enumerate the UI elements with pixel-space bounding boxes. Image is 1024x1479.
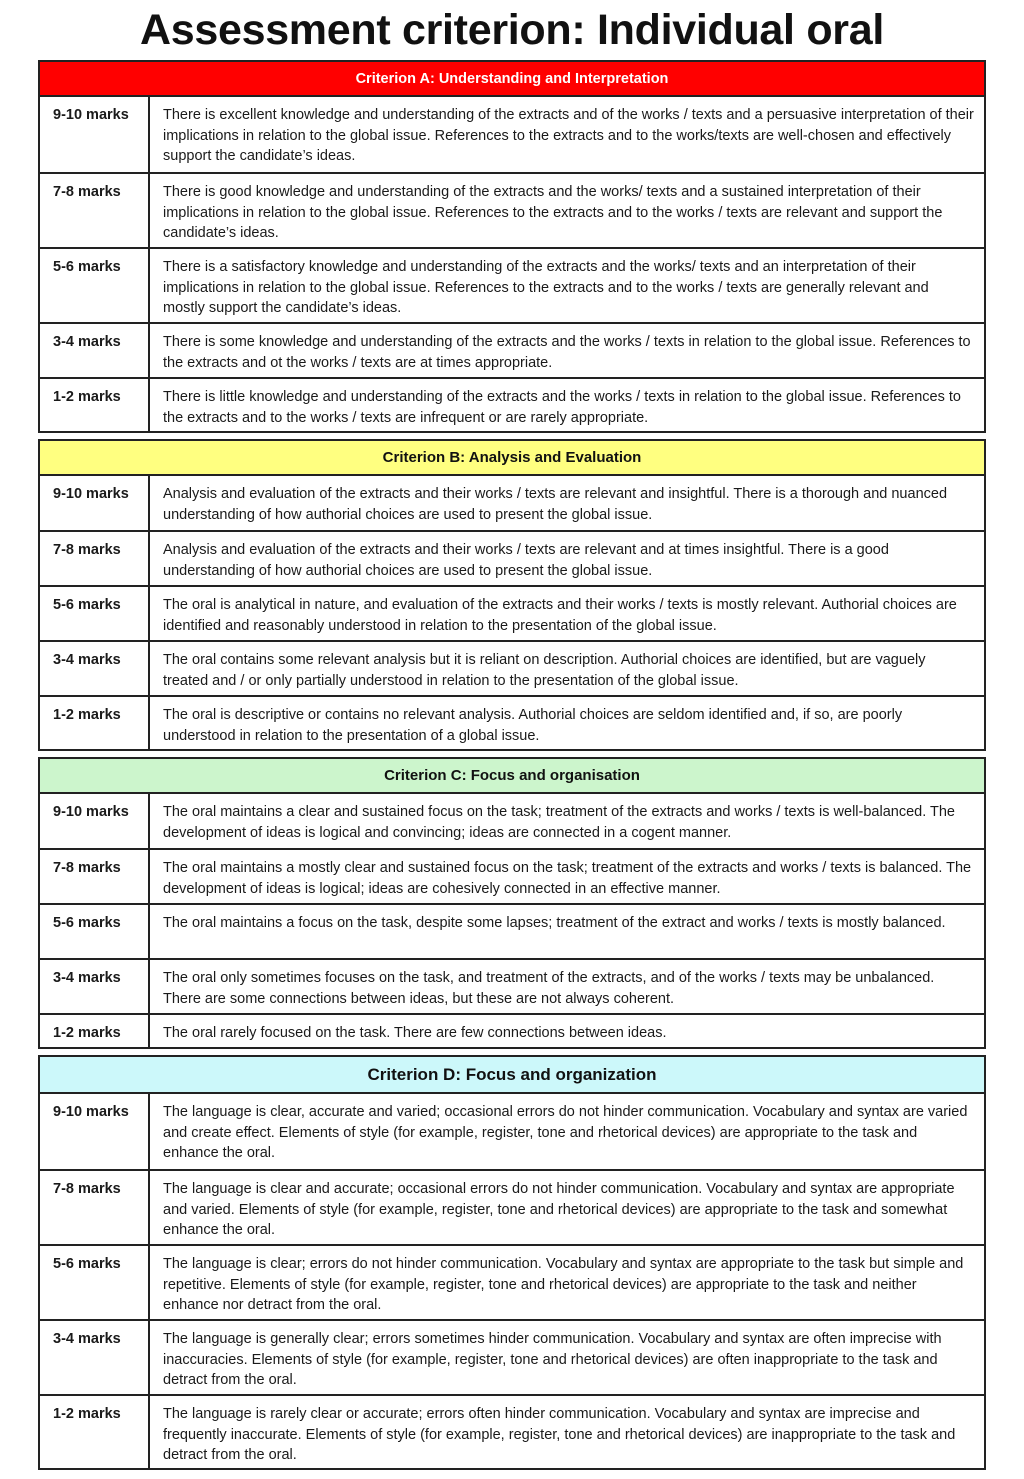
table-row [40, 848, 984, 903]
table-row [40, 695, 984, 749]
mark-band: 5-6 marks [40, 587, 150, 640]
mark-band: 7-8 marks [40, 174, 150, 247]
criterion-c-heading: Criterion C: Focus and organisation [40, 759, 984, 794]
criterion-d-table [38, 1055, 986, 1470]
table-row [40, 903, 984, 958]
band-descriptor: The language is clear; errors do not hinder communication. Vocabulary and syntax are appropriate to the task but simple and repetitive. Elements of style (for example, register, tone and rhetorical devices) are appropriate to the task and neither enhance nor detract from the oral. [163, 1256, 964, 1313]
table-row [40, 530, 984, 585]
band-descriptor: The language is clear and accurate; occasional errors do not hinder communication. Vocabulary and syntax are appropriate and varied. Elements of style (for example, register, tone and rhetorical devices) are appropriate to the task and somewhat enhance the oral. [163, 1181, 955, 1238]
mark-band: 7-8 marks [40, 532, 150, 585]
mark-band: 3-4 marks [40, 960, 150, 1013]
band-descriptor: The oral maintains a focus on the task, despite some lapses; treatment of the extract and works / texts is mostly balanced. [163, 915, 946, 931]
band-descriptor: The language is generally clear; errors sometimes hinder communication. Vocabulary and syntax are often imprecise with inaccuracies. Elements of style (for example, register, tone and rhetorical devices) are often inappropriate to the task and detract from the oral. [163, 1331, 942, 1388]
band-descriptor: There is good knowledge and understanding of the extracts and the works/ texts and a sustained interpretation of their implications in relation to the global issue. References to the extracts and to the works / texts are relevant and support the candidate’s ideas. [163, 184, 943, 241]
criterion-b-heading: Criterion B: Analysis and Evaluation [40, 441, 984, 476]
criterion-b-table [38, 439, 986, 751]
mark-band: 1-2 marks [40, 379, 150, 431]
band-descriptor: The language is rarely clear or accurate; errors often hinder communication. Vocabulary and syntax are imprecise and frequently inaccurate. Elements of style (for example, register, tone and rhetorical devices) are inappropriate to the task and detract from the oral. [163, 1406, 956, 1463]
mark-band: 5-6 marks [40, 1246, 150, 1319]
table-row [40, 1094, 984, 1169]
mark-band: 5-6 marks [40, 905, 150, 958]
criterion-a-heading: Criterion A: Understanding and Interpretation [40, 62, 984, 97]
table-row [40, 476, 984, 530]
table-row [40, 1319, 984, 1394]
table-row [40, 1394, 984, 1468]
mark-band: 9-10 marks [40, 476, 150, 530]
criterion-d-heading: Criterion D: Focus and organization [40, 1057, 984, 1094]
band-descriptor: Analysis and evaluation of the extracts and their works / texts are relevant and at times insightful. There is a good understanding of how authorial choices are used to present the global issue. [163, 542, 889, 579]
table-row [40, 585, 984, 640]
table-row [40, 377, 984, 431]
band-descriptor: The oral contains some relevant analysis but it is reliant on description. Authorial choices are identified, but are vaguely treated and / or only partially understood in relation to the presentation of the global issue. [163, 652, 926, 689]
table-row [40, 640, 984, 695]
table-row [40, 1013, 984, 1047]
mark-band: 7-8 marks [40, 850, 150, 903]
mark-band: 3-4 marks [40, 324, 150, 377]
band-descriptor: Analysis and evaluation of the extracts and their works / texts are relevant and insightful. There is a thorough and nuanced understanding of how authorial choices are used to present the global issue. [163, 486, 948, 523]
mark-band: 1-2 marks [40, 1396, 150, 1468]
table-row [40, 322, 984, 377]
band-descriptor: The oral is descriptive or contains no relevant analysis. Authorial choices are seldom identified and, if so, are poorly understood in relation to the presentation of a global issue. [163, 707, 903, 744]
band-descriptor: The oral only sometimes focuses on the task, and treatment of the extracts, and of the works / texts may be unbalanced. There are some connections between ideas, but these are not always coherent. [163, 970, 935, 1007]
table-row [40, 794, 984, 848]
mark-band: 9-10 marks [40, 794, 150, 848]
mark-band: 1-2 marks [40, 697, 150, 749]
band-descriptor: There is some knowledge and understanding of the extracts and the works / texts in relation to the global issue. References to the extracts and ot the works / texts are at times appropriate. [163, 334, 971, 371]
band-descriptor: The oral maintains a mostly clear and sustained focus on the task; treatment of the extracts and works / texts is balanced. The development of ideas is logical; ideas are cohesively connected in an effective manner. [163, 860, 972, 897]
mark-band: 9-10 marks [40, 1094, 150, 1169]
page-title: Assessment criterion: Individual oral [139, 6, 884, 54]
band-descriptor: The oral maintains a clear and sustained focus on the task; treatment of the extracts and works / texts is well-balanced. The development of ideas is logical and convincing; ideas are connected in a cogent manner. [163, 804, 955, 841]
mark-band: 7-8 marks [40, 1171, 150, 1244]
criterion-a-table [38, 60, 986, 433]
band-descriptor: There is little knowledge and understanding of the extracts and the works / texts in relation to the global issue. References to the extracts and to the works / texts are infrequent or are rarely appropriate. [163, 389, 961, 426]
band-descriptor: There is a satisfactory knowledge and understanding of the extracts and the works/ texts and an interpretation of their implications in relation to the global issue. References to the extracts and to the works / texts are generally relevant and mostly support the candidate’s ideas. [163, 259, 929, 316]
table-row [40, 1244, 984, 1319]
mark-band: 9-10 marks [40, 97, 150, 172]
band-descriptor: The oral rarely focused on the task. There are few connections between ideas. [163, 1025, 667, 1041]
mark-band: 1-2 marks [40, 1015, 150, 1047]
table-row [40, 247, 984, 322]
table-row [40, 172, 984, 247]
mark-band: 3-4 marks [40, 1321, 150, 1394]
table-row [40, 1169, 984, 1244]
band-descriptor: There is excellent knowledge and understanding of the extracts and of the works / texts and a persuasive interpretation of their implications in relation to the global issue. References to the extracts and to the works/texts are well-chosen and effectively support the candidate’s ideas. [163, 107, 974, 164]
band-descriptor: The language is clear, accurate and varied; occasional errors do not hinder communication. Vocabulary and syntax are varied and create effect. Elements of style (for example, register, tone and rhetorical devices) are appropriate to the task and enhance the oral. [163, 1104, 968, 1161]
table-row [40, 958, 984, 1013]
mark-band: 5-6 marks [40, 249, 150, 322]
band-descriptor: The oral is analytical in nature, and evaluation of the extracts and their works / texts is mostly relevant. Authorial choices are identified and reasonably understood in relation to the presentation of the global issue. [163, 597, 957, 634]
criterion-c-table [38, 757, 986, 1049]
mark-band: 3-4 marks [40, 642, 150, 695]
table-row [40, 97, 984, 172]
